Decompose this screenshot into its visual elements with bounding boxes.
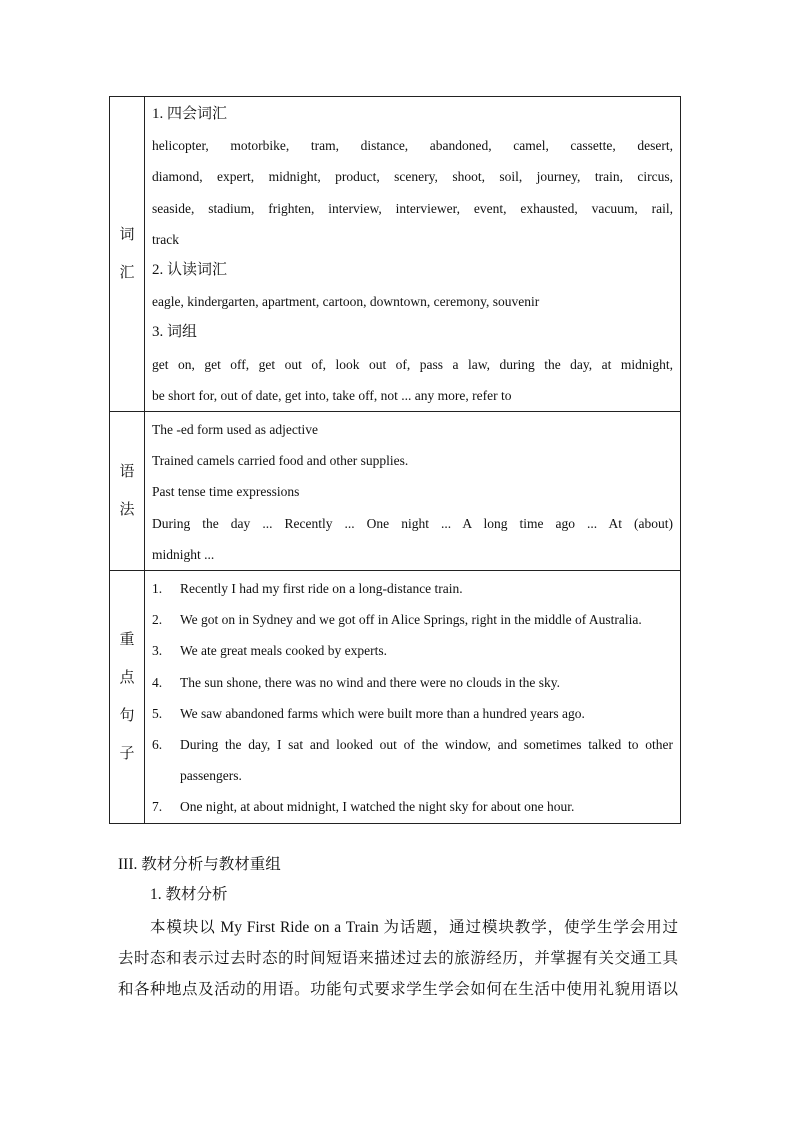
grammar-content <box>145 412 681 571</box>
sentence-text: The sun shone, there was no wind and there were no clouds in the sky. <box>180 674 561 690</box>
grammar-line: Past tense time expressions <box>152 484 300 500</box>
sentences-heading-char: 点 <box>119 669 135 686</box>
vocab-heading-char: 词 <box>119 227 135 244</box>
grammar-row <box>110 412 681 571</box>
sentence-item <box>152 635 673 666</box>
sentences-heading-char: 句 <box>119 707 135 724</box>
vocab-heading <box>110 97 145 412</box>
vocab-sec1-line: helicopter, motorbike, tram, distance, abandoned, camel, cassette, desert, <box>152 138 673 154</box>
sentence-number: 5. <box>152 705 163 721</box>
sentence-text: We saw abandoned farms which were built more than a hundred years ago. <box>180 705 585 721</box>
sentences-content <box>145 571 681 824</box>
vocab-row <box>110 97 681 412</box>
vocab-sec3-line: get on, get off, get out of, look out of, pass a law, during the day, at midnight, <box>152 356 673 372</box>
grammar-line: Trained camels carried food and other supplies. <box>152 453 409 469</box>
sentences-heading <box>110 571 145 824</box>
vocab-sec1-line: seaside, stadium, frighten, interview, interviewer, event, exhausted, vacuum, rail, <box>152 200 673 216</box>
vocab-sec3-line: be short for, out of date, get into, take off, not ... any more, refer to <box>152 387 512 403</box>
sentence-number: 1. <box>152 581 163 597</box>
analysis-paragraph <box>118 912 678 1005</box>
sentence-list <box>152 573 673 823</box>
vocab-sec3-title: 3. 词组 <box>152 324 198 341</box>
sentence-text: We ate great meals cooked by experts. <box>180 643 387 659</box>
sentence-item <box>152 729 673 791</box>
grammar-heading <box>110 412 145 571</box>
grammar-line: midnight ... <box>152 546 215 562</box>
sentence-text: During the day, I sat and looked out of the window, and sometimes talked to other passengers. <box>180 737 673 784</box>
sentence-text: One night, at about midnight, I watched the night sky for about one hour. <box>180 799 575 815</box>
sentence-number: 2. <box>152 612 163 628</box>
sentence-number: 7. <box>152 799 163 815</box>
sentence-item <box>152 604 673 635</box>
sentence-text: We got on in Sydney and we got off in Alice Springs, right in the middle of Australia. <box>180 612 642 628</box>
sentences-heading-char: 重 <box>119 631 135 648</box>
grammar-heading-char: 语 <box>119 464 135 481</box>
vocab-sec1-line: track <box>152 231 179 247</box>
sentence-number: 3. <box>152 643 163 659</box>
grammar-line: During the day ... Recently ... One night ... A long time ago ... At (about) <box>152 515 673 531</box>
sentence-number: 6. <box>152 737 163 753</box>
paragraph-line: 本模块以 My First Ride on a Train 为话题，通过模块教学，使学生学会用过 <box>150 919 678 936</box>
paragraph-line: 去时态和表示过去时态的时间短语来描述过去的旅游经历，并掌握有关交通工具 <box>118 950 678 967</box>
sentence-item <box>152 791 673 822</box>
vocab-sec1-title: 1. 四会词汇 <box>152 106 228 122</box>
grammar-heading-char: 法 <box>119 502 135 519</box>
sentences-row <box>110 571 681 824</box>
section-heading: III. 教材分析与教材重组 <box>118 856 281 873</box>
vocab-sec2-line: eagle, kindergarten, apartment, cartoon, downtown, ceremony, souvenir <box>152 294 540 310</box>
subsection-heading: 1. 教材分析 <box>150 886 228 903</box>
lesson-table <box>109 96 681 824</box>
sentence-text: Recently I had my first ride on a long-distance train. <box>180 581 463 597</box>
sentence-item <box>152 667 673 698</box>
sentence-item <box>152 698 673 729</box>
sentences-heading-char: 子 <box>119 745 135 762</box>
vocab-sec2-title: 2. 认读词汇 <box>152 262 228 279</box>
paragraph-line: 和各种地点及活动的用语。功能句式要求学生学会如何在生活中使用礼貌用语以 <box>118 981 678 998</box>
sentence-number: 4. <box>152 674 163 690</box>
grammar-line: The -ed form used as adjective <box>152 422 319 438</box>
vocab-content <box>145 97 681 412</box>
sentence-item <box>152 573 673 604</box>
vocab-heading-char: 汇 <box>119 265 135 282</box>
vocab-sec1-line: diamond, expert, midnight, product, scenery, shoot, soil, journey, train, circus, <box>152 169 673 185</box>
